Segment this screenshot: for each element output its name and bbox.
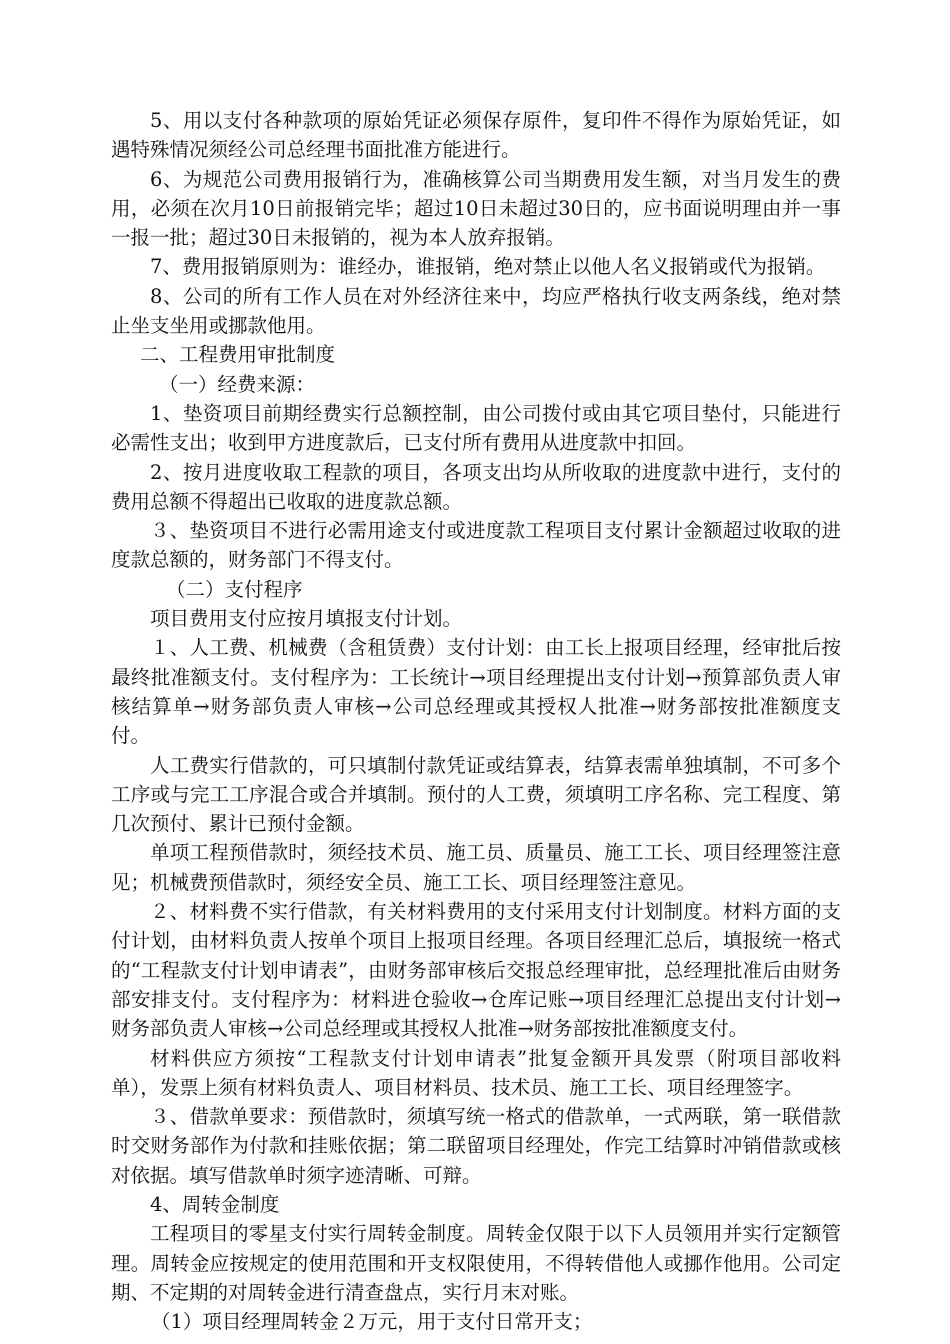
paragraph-item-7: 7、费用报销原则为：谁经办，谁报销，绝对禁止以他人名义报销或代为报销。 <box>150 255 826 279</box>
subsection-heading-funding: （一）经费来源： <box>159 372 316 396</box>
paragraph-item-6: 6、为规范公司费用报销行为，准确核算公司当期费用发生额，对当月发生的费用，必须在次月10日前报销完毕；超过10日未超过30日的，应书面说明理由并一事一报一批；超过30日未报销的，视为本人放弃报销。 <box>111 167 841 250</box>
payment-paragraph: 人工费实行借款的，可只填制付款凭证或结算表，结算表需单独填制，不可多个工序或与完工工序混合或合并填制。预付的人工费，须填明工序名称、完工程度、第几次预付、累计已预付金额。 <box>111 753 841 836</box>
payment-paragraph: ３、借款单要求：预借款时，须填写统一格式的借款单，一式两联，第一联借款时交财务部作为付款和挂账依据；第二联留项目经理处，作完工结算时冲销借款或核对依据。填写借款单时须字迹清晰、可辩。 <box>111 1105 841 1187</box>
funding-paragraph: 1、垫资项目前期经费实行总额控制，由公司拨付或由其它项目垫付，只能进行必需性支出；收到甲方进度款后，已支付所有费用从进度款中扣回。 <box>111 401 841 455</box>
payment-paragraph: 项目费用支付应按月填报支付计划。 <box>150 607 463 631</box>
subsection-heading-revolving: 4、周转金制度 <box>150 1192 280 1216</box>
paragraph-item-5: 5、用以支付各种款项的原始凭证必须保存原件，复印件不得作为原始凭证，如遇特殊情况须经公司总经理书面批准方能进行。 <box>111 109 841 162</box>
section-heading: 二、工程费用审批制度 <box>140 343 336 367</box>
revolving-paragraph: 工程项目的零星支付实行周转金制度。周转金仅限于以下人员领用并实行定额管理。周转金应按规定的使用范围和开支权限使用，不得转借他人或挪作他用。公司定期、不定期的对周转金进行清查盘点，实行月末对账。 <box>111 1222 841 1304</box>
payment-paragraph: 单项工程预借款时，须经技术员、施工员、质量员、施工工长、项目经理签注意见；机械费预借款时，须经安全员、施工工长、项目经理签注意见。 <box>111 841 841 894</box>
paragraph-item-8: 8、公司的所有工作人员在对外经济往来中，均应严格执行收支两条线，绝对禁止坐支坐用或挪款他用。 <box>111 284 841 338</box>
list-item: （1）项目经理周转金２万元，用于支付日常开支； <box>151 1310 593 1334</box>
payment-paragraph: １、人工费、机械费（含租赁费）支付计划：由工长上报项目经理，经审批后按最终批准额支付。支付程序为：工长统计→项目经理提出支付计划→预算部负责人审核结算单→财务部负责人审核→公司总经理或其授权人批准→财务部按批准额度支付。 <box>111 636 841 748</box>
payment-paragraph: 材料供应方须按“工程款支付计划申请表”批复金额开具发票（附项目部收料单），发票上须有材料负责人、项目材料员、技术员、施工工长、项目经理签字。 <box>111 1046 841 1099</box>
document-body <box>111 106 841 1336</box>
funding-paragraph: 2、按月进度收取工程款的项目，各项支出均从所收取的进度款中进行，支付的费用总额不得超出已收取的进度款总额。 <box>111 460 841 513</box>
subsection-heading-payment: （二）支付程序 <box>166 577 303 601</box>
funding-paragraph: ３、垫资项目不进行必需用途支付或进度款工程项目支付累计金额超过收取的进度款总额的，财务部门不得支付。 <box>111 519 841 572</box>
payment-paragraph: ２、材料费不实行借款，有关材料费用的支付采用支付计划制度。材料方面的支付计划，由材料负责人按单个项目上报项目经理。各项目经理汇总后，填报统一格式的“工程款支付计划申请表”，由财务部审核后交报总经理审批，总经理批准后由财务部安排支付。支付程序为：材料进仓验收→仓库记账→项目经理汇总提出支付计划→财务部负责人审核→公司总经理或其授权人批准→财务部按批准额度支付。 <box>111 900 841 1041</box>
